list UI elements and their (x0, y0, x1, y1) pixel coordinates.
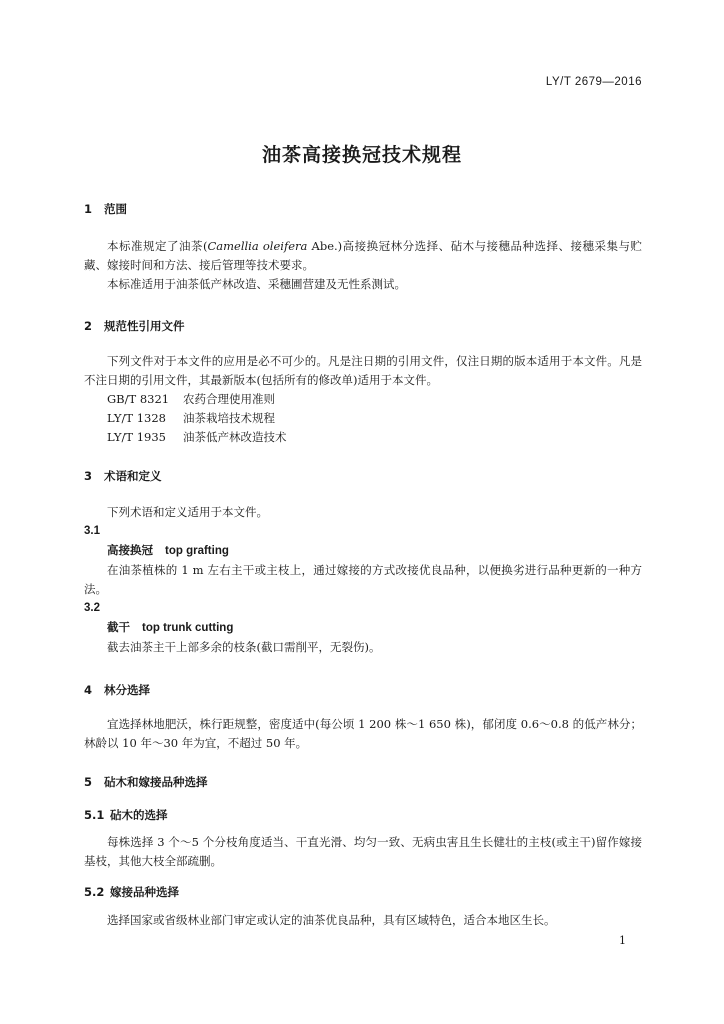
paragraph: 本标准适用于油茶低产林改造、采穗圃营建及无性系测试。 (107, 277, 406, 291)
reference-item: LY/T 1328 油茶栽培技术规程 (107, 411, 275, 425)
paragraph: 下列术语和定义适用于本文件。 (107, 505, 268, 519)
subsection-5-1-heading (84, 806, 642, 825)
term-definition: 截去油茶主干上部多余的枝条(截口需削平，无裂伤)。 (107, 640, 381, 654)
paragraph: 下列文件对于本文件的应用是必不可少的。凡是注日期的引用文件，仅注日期的版本适用于本文件。凡是不注日期的引用文件，其最新版本(包括所有的修改单)适用于本文件。 (84, 354, 642, 387)
latin-name: Camellia oleifera (207, 239, 308, 253)
reference-item: LY/T 1935 油茶低产林改造技术 (107, 430, 287, 444)
subsection-5-1-body (84, 833, 642, 871)
subsection-number: 5.2 (84, 885, 105, 899)
section-title: 范围 (104, 202, 127, 216)
section-2-body (84, 352, 642, 447)
paragraph: 每株选择 3 个～5 个分枝角度适当、干直光滑、均匀一致、无病虫害且生长健壮的主枝(或主干)留作嫁接基枝，其他大枝全部疏删。 (84, 835, 642, 868)
subsection-title: 砧木的选择 (110, 808, 168, 822)
section-1-heading (84, 200, 642, 219)
section-title: 规范性引用文件 (104, 319, 185, 333)
section-3-body (84, 503, 642, 657)
paragraph: 本标准规定了油茶(Camellia oleifera Abe.)高接换冠林分选择、砧木与接穗品种选择、接穗采集与贮藏、嫁接时间和方法、接后管理等技术要求。 (84, 239, 642, 272)
section-1-body (84, 237, 642, 294)
term-number: 3.1 (84, 525, 100, 537)
section-number: 5 (84, 775, 93, 789)
reference-item: GB/T 8321 农药合理使用准则 (107, 392, 275, 406)
section-4-heading (84, 681, 642, 700)
section-title: 林分选择 (104, 683, 150, 697)
term: 高接换冠 top grafting (107, 543, 229, 557)
term: 截干 top trunk cutting (107, 620, 234, 634)
document-title: 油茶高接换冠技术规程 (261, 144, 462, 166)
section-number: 1 (84, 202, 93, 216)
term-definition: 在油茶植株的 1 m 左右主干或主枝上，通过嫁接的方式改接优良品种，以便换劣进行品种更新的一种方法。 (84, 563, 642, 596)
subsection-5-2-heading (84, 883, 642, 902)
section-title: 砧木和嫁接品种选择 (104, 775, 208, 789)
page-number: 1 (619, 934, 626, 947)
subsection-number: 5.1 (84, 808, 105, 822)
paragraph: 选择国家或省级林业部门审定或认定的油茶优良品种，具有区域特色，适合本地区生长。 (107, 913, 556, 927)
section-number: 2 (84, 319, 93, 333)
section-3-heading (84, 467, 642, 486)
subsection-5-2-body (84, 911, 642, 930)
section-number: 3 (84, 469, 93, 483)
section-4-body (84, 715, 642, 753)
paragraph: 宜选择林地肥沃，株行距规整，密度适中(每公顷 1 200 株～1 650 株)，郁闭度 0.6～0.8 的低产林分；林龄以 10 年～30 年为宜，不超过 50 年。 (84, 717, 642, 750)
standard-code: LY/T 2679—2016 (545, 76, 642, 88)
subsection-title: 嫁接品种选择 (110, 885, 179, 899)
term-number: 3.2 (84, 602, 100, 614)
section-2-heading (84, 317, 642, 336)
section-number: 4 (84, 683, 93, 697)
section-title: 术语和定义 (104, 469, 162, 483)
section-5-heading (84, 773, 642, 792)
